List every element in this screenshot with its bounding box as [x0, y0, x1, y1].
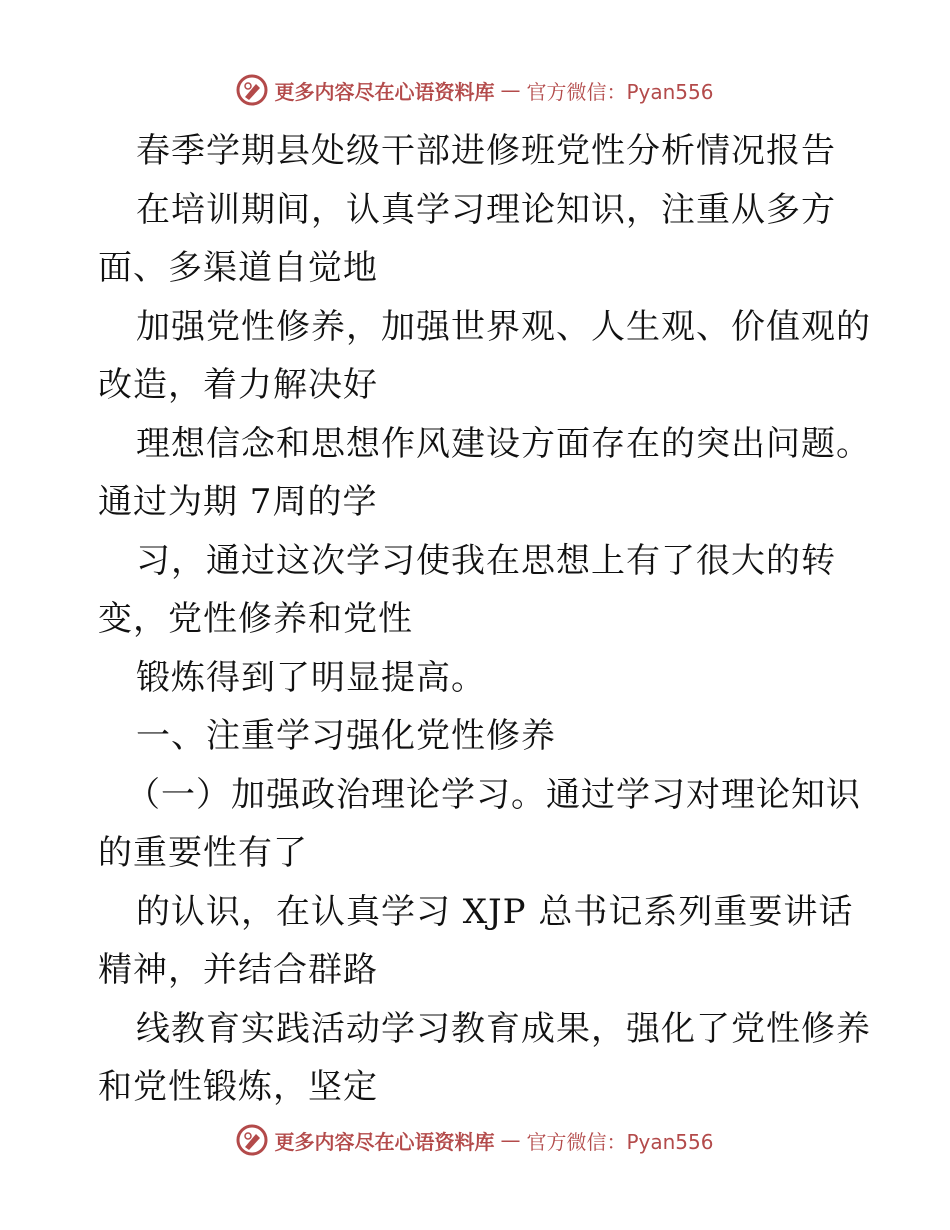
paragraph-line: 改造，着力解决好 [98, 365, 378, 405]
banner-title: 更多内容尽在心语资料库 [274, 79, 495, 104]
paragraph-line: 和党性锻炼，坚定 [98, 1067, 378, 1107]
banner-contact: 官方微信：Pyan556 [526, 79, 714, 104]
paragraph-line: 通过为期 7周的学 [98, 482, 378, 522]
paragraph-line: 习，通过这次学习使我在思想上有了很大的转 [136, 540, 836, 581]
paragraph-line: 理想信念和思想作风建设方面存在的突出问题。 [136, 423, 871, 464]
banner-separator: — [500, 1128, 521, 1152]
paragraph-line: 面、多渠道自觉地 [98, 248, 378, 288]
section-heading: 一、注重学习强化党性修养 [136, 716, 556, 756]
pen-nib-logo-icon [236, 1124, 268, 1156]
paragraph-line: 线教育实践活动学习教育成果，强化了党性修养 [136, 1008, 871, 1049]
document-title: 春季学期县处级干部进修班党性分析情况报告 [136, 131, 836, 171]
paragraph-line: 加强党性修养，加强世界观、人生观、价值观的 [136, 306, 871, 347]
paragraph-line: 在培训期间，认真学习理论知识，注重从多方 [136, 189, 836, 230]
document-body [98, 122, 871, 1117]
subsection-heading: （一）加强政治理论学习。通过学习对理论知识 [126, 774, 861, 815]
pen-nib-logo-icon [236, 74, 268, 106]
banner-separator: — [500, 78, 521, 102]
header-banner [0, 70, 950, 110]
paragraph-line: 精神，并结合群路 [98, 950, 378, 990]
paragraph-line: 锻炼得到了明显提高。 [136, 657, 486, 698]
banner-title: 更多内容尽在心语资料库 [274, 1129, 495, 1154]
paragraph-line: 变，党性修养和党性 [98, 599, 413, 639]
paragraph-line: 的认识，在认真学习 XJP 总书记系列重要讲话 [136, 891, 854, 932]
banner-contact: 官方微信：Pyan556 [526, 1129, 714, 1154]
paragraph-line: 的重要性有了 [98, 833, 308, 873]
footer-banner [0, 1120, 950, 1160]
